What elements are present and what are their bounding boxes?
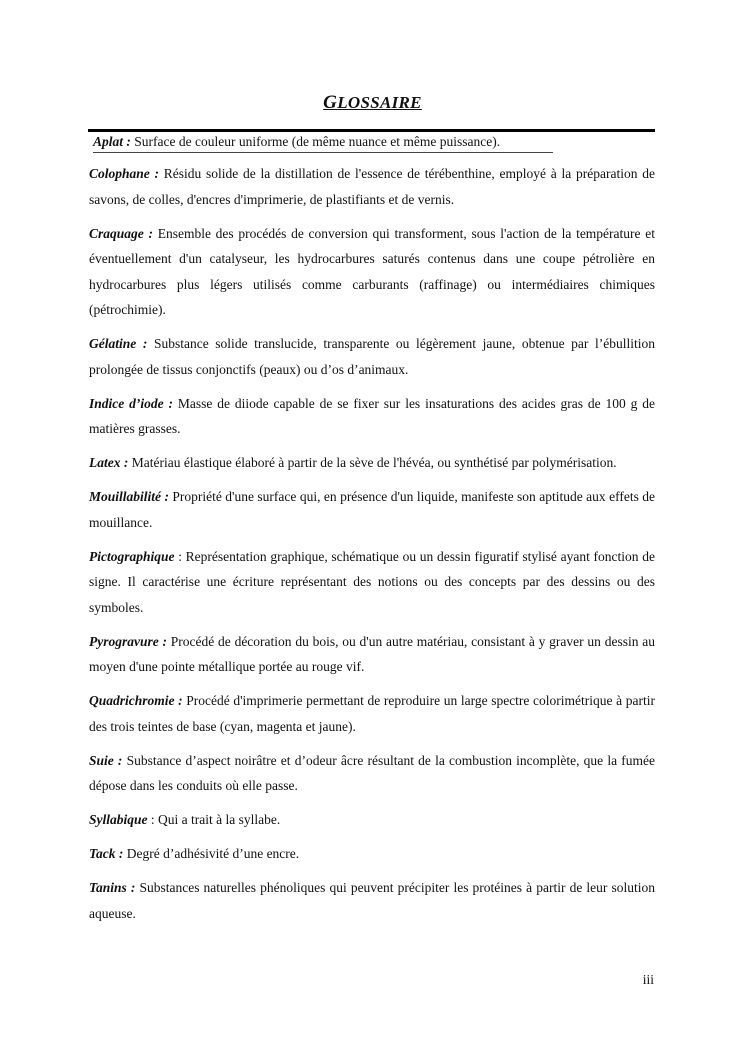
entry-definition: Résidu solide de la distillation de l'essence de térébenthine, employé à la préparation de savons, de colles, d'encres d'imprimerie, de plastifiants et de vernis. — [89, 166, 655, 207]
entry-definition: Ensemble des procédés de conversion qui transforment, sous l'action de la température et éventuellement d'un catalyseur, les hydrocarbures saturés contenus dans une coupe pétrolière en hydrocarbures plus légers utilisés comme carburants (raffinage) ou intermédiaires chimiques (pétrochimie). — [89, 225, 655, 317]
glossary-entry-gelatine — [89, 331, 655, 382]
entry-definition: Matériau élastique élaboré à partir de la sève de l'hévéa, ou synthétisé par polymérisation. — [128, 455, 617, 470]
glossary-entry-suie — [89, 748, 655, 799]
glossary-entry-indice-iode — [89, 391, 655, 442]
entry-definition: Substance d’aspect noirâtre et d’odeur âcre résultant de la combustion incomplète, que la fumée dépose dans les conduits où elle passe. — [89, 752, 655, 793]
glossary-list — [89, 161, 655, 935]
glossary-entry-tanins — [89, 875, 655, 926]
entry-term: Suie : — [89, 752, 123, 768]
entry-term: Tack : — [89, 846, 124, 861]
glossary-entry-pyrogravure — [89, 629, 655, 680]
entry-term: Indice d’iode : — [89, 395, 174, 411]
entry-term: Pyrogravure : — [89, 633, 168, 649]
entry-term: Pictographique — [89, 548, 175, 564]
entry-definition: : Qui a trait à la syllabe. — [147, 812, 281, 827]
entry-term: Craquage : — [89, 225, 153, 241]
glossary-entry-tack — [89, 841, 655, 867]
title-rule — [88, 129, 655, 132]
entry-term: Latex : — [89, 455, 129, 470]
entry-definition: Substance solide translucide, transparente ou légèrement jaune, obtenue par l’ébullition prolongée de tissus conjonctifs (peaux) ou d’os d’animaux. — [89, 336, 656, 377]
entry-definition: Substances naturelles phénoliques qui peuvent précipiter les protéines à partir de leur solution aqueuse. — [89, 880, 655, 921]
glossary-entry-mouillabilite — [89, 484, 655, 535]
entry-definition: : Représentation graphique, schématique ou un dessin figuratif stylisé ayant fonction de signe. Il caractérise une écriture représentant des notions ou des concepts par des dessins ou des symboles. — [89, 548, 655, 615]
glossary-entry-latex — [89, 450, 655, 476]
entry-definition: Propriété d'une surface qui, en présence d'un liquide, manifeste son aptitude aux effets de mouillance. — [89, 489, 656, 530]
entry-definition: Procédé de décoration du bois, ou d'un autre matériau, consistant à y graver un dessin au moyen d'une pointe métallique portée au rouge vif. — [89, 633, 655, 674]
entry-term: Syllabique — [89, 812, 148, 827]
entry-definition: Masse de diiode capable de se fixer sur les insaturations des acides gras de 100 g de matières grasses. — [89, 395, 655, 436]
entry-term: Gélatine : — [89, 336, 148, 351]
title-initial: G — [323, 92, 338, 113]
glossary-entry-syllabique — [89, 807, 655, 833]
entry-term: Aplat : — [93, 134, 131, 149]
entry-term: Colophane : — [89, 166, 160, 181]
page-title — [0, 92, 745, 114]
glossary-entry-craquage — [89, 221, 655, 323]
entry-definition: Degré d’adhésivité d’une encre. — [123, 846, 300, 861]
glossary-entry-quadrichromie — [89, 688, 655, 739]
page-number: iii — [642, 972, 654, 987]
entry-term: Tanins : — [89, 880, 136, 895]
entry-term: Quadrichromie : — [89, 693, 183, 708]
entry-definition: Procédé d'imprimerie permettant de reproduire un large spectre colorimétrique à partir des trois teintes de base (cyan, magenta et jaune). — [89, 693, 655, 734]
glossary-entry-pictographique — [89, 544, 655, 621]
glossary-entry-aplat — [93, 133, 553, 153]
entry-definition: Surface de couleur uniforme (de même nuance et même puissance). — [130, 134, 501, 149]
glossary-entry-colophane — [89, 161, 655, 212]
title-rest: LOSSAIRE — [337, 93, 422, 112]
entry-term: Mouillabilité : — [89, 489, 169, 504]
